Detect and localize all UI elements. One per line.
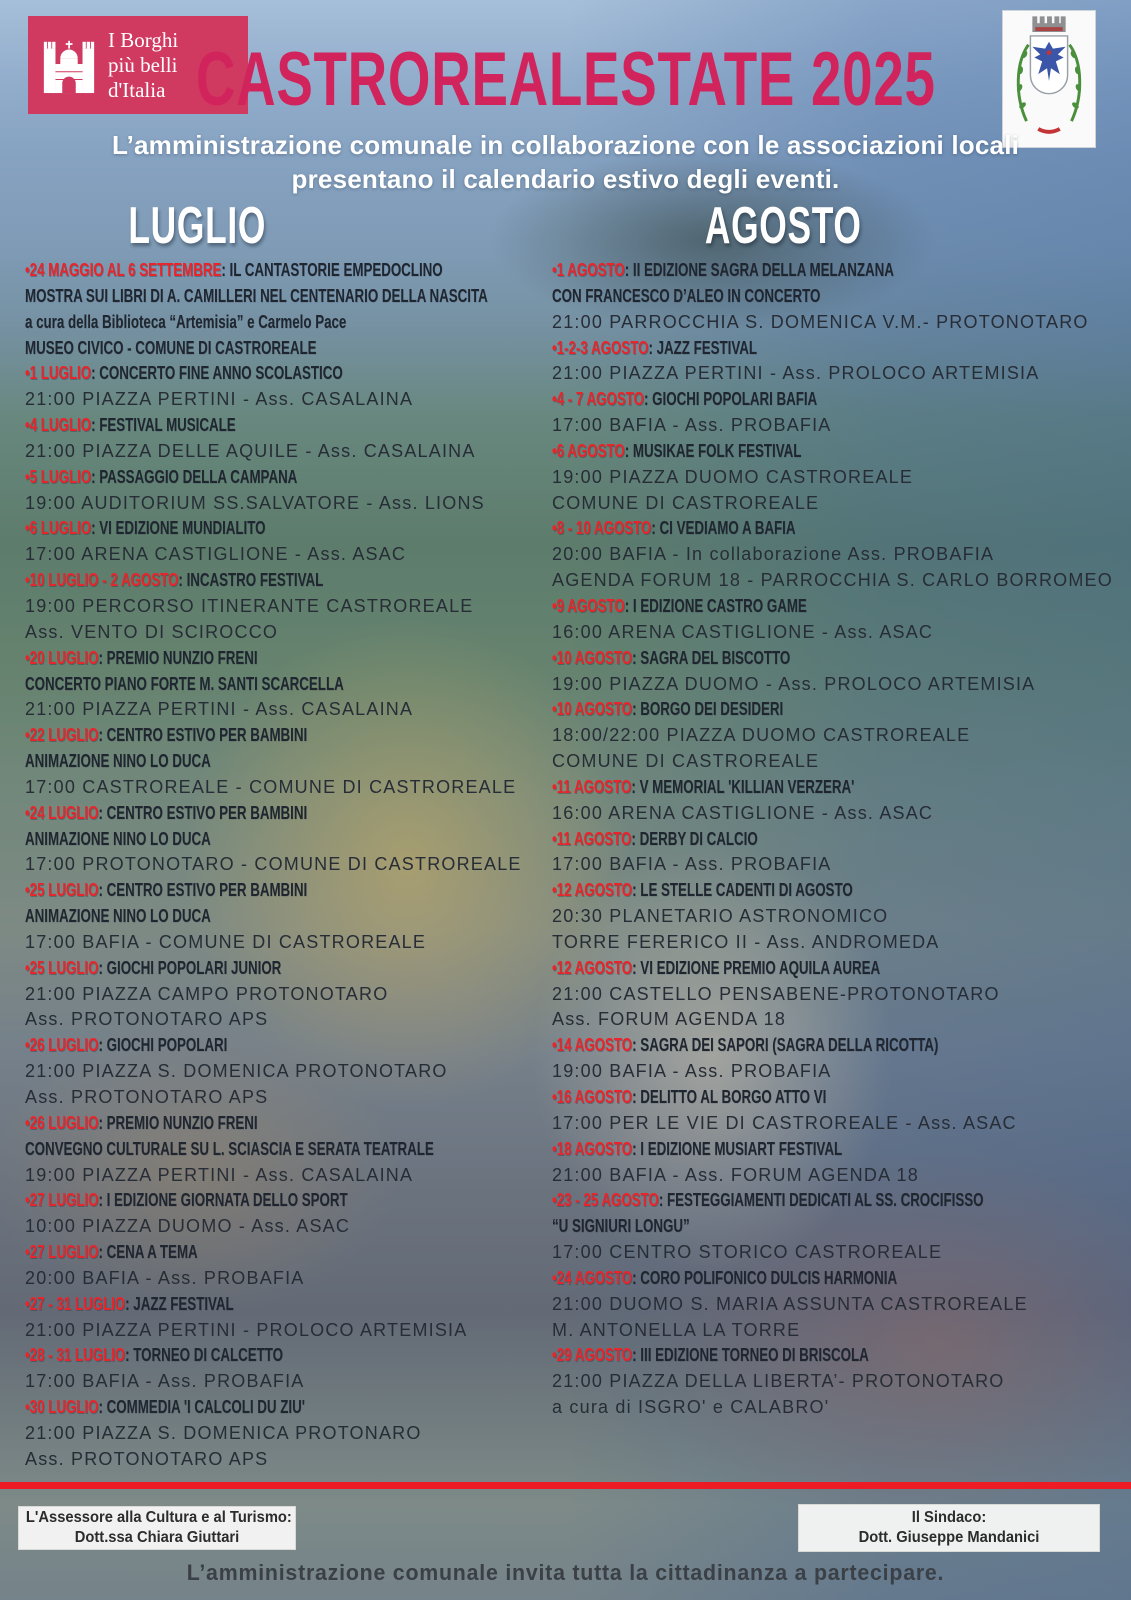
events-column-agosto bbox=[552, 258, 1127, 1421]
event-venue-line: AGENDA FORUM 18 - PARROCCHIA S. CARLO BORROMEO bbox=[552, 570, 1113, 591]
event-date-title-line bbox=[552, 646, 978, 672]
event-venue-line: Ass. PROTONOTARO APS bbox=[25, 1087, 269, 1107]
event-venue-line: 17:00 ARENA CASTIGLIONE - Ass. ASAC bbox=[25, 544, 407, 565]
borghi-logo-line3: d'Italia bbox=[108, 77, 166, 102]
event-date: •11 AGOSTO bbox=[552, 828, 632, 849]
event-venue-line: 17:00 PER LE VIE DI CASTROREALE - Ass. ASAC bbox=[552, 1112, 1017, 1133]
event-date-title-line bbox=[25, 878, 416, 904]
event-date: •4 LUGLIO bbox=[25, 415, 92, 436]
event-title: : SAGRA DEI SAPORI (SAGRA DELLA RICOTTA) bbox=[632, 1035, 939, 1056]
event-title: : IL CANTASTORIE EMPEDOCLINO bbox=[221, 260, 443, 280]
event-title: : DERBY DI CALCIO bbox=[631, 828, 758, 849]
event-title: : FESTIVAL MUSICALE bbox=[91, 415, 236, 436]
event-date: •12 AGOSTO bbox=[552, 880, 633, 901]
event-title: : LE STELLE CADENTI DI AGOSTO bbox=[632, 880, 853, 901]
event-venue-line: 21:00 PIAZZA PERTINI - Ass. CASALAINA bbox=[25, 389, 414, 410]
event-date: •6 LUGLIO bbox=[25, 518, 92, 539]
event-detail-line: ANIMAZIONE NINO LO DUCA bbox=[25, 906, 211, 927]
event-venue-line: 20:00 BAFIA - In collaborazione Ass. PROBAFIA bbox=[552, 544, 995, 565]
event-date-title-line bbox=[25, 1033, 416, 1059]
event-title: : III EDIZIONE TORNEO DI BRISCOLA bbox=[632, 1345, 869, 1366]
event-date: •26 LUGLIO bbox=[25, 1035, 99, 1056]
event-title: : CENTRO ESTIVO PER BAMBINI bbox=[98, 802, 308, 823]
event-title: : FESTEGGIAMENTI DEDICATI AL SS. CROCIFISSO bbox=[658, 1190, 984, 1211]
event-date-title-line bbox=[552, 516, 978, 542]
event-date-title-line bbox=[25, 801, 416, 827]
event-venue-line: 21:00 DUOMO S. MARIA ASSUNTA CASTROREALE bbox=[552, 1293, 1028, 1314]
event-venue-line: 21:00 PIAZZA DELLE AQUILE - Ass. CASALAINA bbox=[25, 440, 476, 461]
event-date: •1-2-3 AGOSTO bbox=[552, 337, 649, 358]
event-venue-line: 19:00 BAFIA - Ass. PROBAFIA bbox=[552, 1061, 832, 1082]
event-venue-line: 19:00 PIAZZA DUOMO CASTROREALE bbox=[552, 466, 914, 487]
event-title: : CONCERTO FINE ANNO SCOLASTICO bbox=[91, 363, 343, 384]
event-title: : JAZZ FESTIVAL bbox=[125, 1293, 234, 1314]
event-venue-line: 16:00 ARENA CASTIGLIONE - Ass. ASAC bbox=[552, 621, 934, 642]
event-date-title-line bbox=[552, 1085, 978, 1111]
event-date: •24 AGOSTO bbox=[552, 1267, 633, 1288]
event-venue-line: 17:00 BAFIA - Ass. PROBAFIA bbox=[552, 854, 832, 875]
event-venue-line: Ass. VENTO DI SCIROCCO bbox=[25, 621, 279, 642]
event-date: •9 AGOSTO bbox=[552, 595, 625, 616]
closing-invitation bbox=[0, 1560, 1131, 1586]
event-date: •18 AGOSTO bbox=[552, 1138, 633, 1159]
event-date: •25 LUGLIO bbox=[25, 880, 99, 901]
event-title: : PREMIO NUNZIO FRENI bbox=[98, 1112, 258, 1133]
event-date-title-line bbox=[552, 258, 978, 284]
event-venue-line: 21:00 PIAZZA S. DOMENICA PROTONARO bbox=[25, 1422, 422, 1443]
events-column-luglio bbox=[25, 258, 553, 1473]
event-venue-line: 20:30 PLANETARIO ASTRONOMICO bbox=[552, 906, 889, 927]
event-venue-line: 19:00 AUDITORIUM SS.SALVATORE - Ass. LIONS bbox=[25, 492, 485, 513]
event-date-title-line bbox=[552, 439, 978, 465]
event-title: : VI EDIZIONE PREMIO AQUILA AUREA bbox=[632, 957, 881, 978]
event-detail-line: CON FRANCESCO D’ALEO IN CONCERTO bbox=[552, 285, 821, 306]
event-title: : JAZZ FESTIVAL bbox=[648, 337, 757, 358]
event-date: •20 LUGLIO bbox=[25, 647, 99, 668]
event-title: : DELITTO AL BORGO ATTO VI bbox=[632, 1087, 827, 1107]
event-venue-line: 20:00 BAFIA - Ass. PROBAFIA bbox=[25, 1267, 305, 1288]
event-title: : GIOCHI POPOLARI bbox=[98, 1035, 228, 1056]
month-title: AGOSTO bbox=[704, 197, 862, 255]
event-date: •24 LUGLIO bbox=[25, 802, 99, 823]
event-date: •5 LUGLIO bbox=[25, 466, 92, 487]
event-date-title-line bbox=[552, 336, 978, 362]
event-title: : PASSAGGIO DELLA CAMPANA bbox=[91, 466, 298, 487]
event-venue-line: Ass. PROTONOTARO APS bbox=[25, 1009, 269, 1030]
poster-subtitle bbox=[0, 128, 1131, 196]
event-date-title-line bbox=[552, 594, 978, 620]
event-title: : I EDIZIONE GIORNATA DELLO SPORT bbox=[98, 1190, 348, 1211]
event-date: •1 AGOSTO bbox=[552, 260, 625, 280]
event-venue-line: 21:00 BAFIA - Ass. FORUM AGENDA 18 bbox=[552, 1164, 919, 1185]
event-date-title-line bbox=[25, 568, 416, 594]
event-venue-line: 16:00 ARENA CASTIGLIONE - Ass. ASAC bbox=[552, 802, 934, 823]
event-date: •30 LUGLIO bbox=[25, 1397, 99, 1418]
event-date-title-line bbox=[552, 1343, 978, 1369]
event-date-title-line bbox=[25, 361, 416, 387]
assessor-name: Dott.ssa Chiara Giuttari bbox=[74, 1529, 240, 1546]
event-date: •1 LUGLIO bbox=[25, 363, 92, 384]
event-date: •11 AGOSTO bbox=[552, 776, 632, 797]
event-date: •14 AGOSTO bbox=[552, 1035, 633, 1056]
event-venue-line: 17:00 BAFIA - COMUNE DI CASTROREALE bbox=[25, 931, 427, 952]
event-venue-line: COMUNE DI CASTROREALE bbox=[552, 492, 820, 513]
event-venue-line: 17:00 PROTONOTARO - COMUNE DI CASTROREALE bbox=[25, 854, 522, 875]
event-title: : I EDIZIONE CASTRO GAME bbox=[624, 595, 807, 616]
event-date-title-line bbox=[25, 1111, 416, 1137]
event-date-title-line bbox=[25, 1240, 416, 1266]
month-header-luglio bbox=[47, 196, 347, 256]
event-date-title-line bbox=[25, 516, 416, 542]
event-title: : GIOCHI POPOLARI BAFIA bbox=[644, 389, 818, 410]
event-title: : GIOCHI POPOLARI JUNIOR bbox=[98, 957, 282, 978]
event-venue-line: 10:00 PIAZZA DUOMO - Ass. ASAC bbox=[25, 1216, 351, 1237]
closing-invitation-text: L’amministrazione comunale invita tutta la cittadinanza a partecipare. bbox=[186, 1560, 945, 1585]
event-detail-line: MOSTRA SUI LIBRI DI A. CAMILLERI NEL CENTENARIO DELLA NASCITA bbox=[25, 285, 488, 306]
event-date-title-line bbox=[552, 1033, 978, 1059]
event-venue-line: 19:00 PIAZZA DUOMO - Ass. PROLOCO ARTEMISIA bbox=[552, 673, 1036, 694]
event-date: •27 - 31 LUGLIO bbox=[25, 1293, 126, 1314]
assessor-title: L'Assessore alla Cultura e al Turismo: bbox=[25, 1509, 292, 1526]
event-date-title-line bbox=[552, 956, 978, 982]
event-title: : MUSIKAE FOLK FESTIVAL bbox=[624, 440, 802, 461]
event-date: •26 LUGLIO bbox=[25, 1112, 99, 1133]
event-venue-line: TORRE FERERICO II - Ass. ANDROMEDA bbox=[552, 931, 940, 952]
event-date-title-line bbox=[552, 827, 978, 853]
event-venue-line: 18:00/22:00 PIAZZA DUOMO CASTROREALE bbox=[552, 725, 971, 746]
event-date: •24 MAGGIO AL 6 SETTEMBRE bbox=[25, 260, 222, 280]
event-date: •23 - 25 AGOSTO bbox=[552, 1190, 659, 1211]
month-header-agosto bbox=[633, 196, 933, 256]
event-date: •10 AGOSTO bbox=[552, 699, 633, 720]
event-date-title-line bbox=[552, 387, 978, 413]
event-date-title-line bbox=[25, 465, 416, 491]
event-date-title-line bbox=[552, 697, 978, 723]
event-date-title-line bbox=[25, 1343, 416, 1369]
event-title: : SAGRA DEL BISCOTTO bbox=[632, 647, 791, 668]
event-title: : BORGO DEI DESIDERI bbox=[632, 699, 784, 720]
event-venue-line: 21:00 PIAZZA CAMPO PROTONOTARO bbox=[25, 983, 389, 1004]
month-title: LUGLIO bbox=[128, 197, 266, 255]
poster-title bbox=[0, 36, 1131, 123]
event-date-title-line bbox=[552, 1137, 978, 1163]
event-title: : I EDIZIONE MUSIART FESTIVAL bbox=[632, 1138, 843, 1159]
event-venue-line: 17:00 BAFIA - Ass. PROBAFIA bbox=[25, 1371, 305, 1392]
event-date-title-line bbox=[25, 723, 416, 749]
event-detail-line: ANIMAZIONE NINO LO DUCA bbox=[25, 828, 211, 849]
event-date: •8 - 10 AGOSTO bbox=[552, 518, 652, 539]
event-venue-line: 17:00 CASTROREALE - COMUNE DI CASTROREALE bbox=[25, 776, 517, 797]
event-venue-line: 21:00 CASTELLO PENSABENE-PROTONOTARO bbox=[552, 983, 1000, 1004]
event-title: : VI EDIZIONE MUNDIALITO bbox=[91, 518, 266, 539]
event-date: •25 LUGLIO bbox=[25, 957, 99, 978]
event-venue-line: 19:00 PIAZZA PERTINI - Ass. CASALAINA bbox=[25, 1164, 414, 1185]
event-detail-line: CONCERTO PIANO FORTE M. SANTI SCARCELLA bbox=[25, 673, 344, 694]
borghi-logo-line1: I Borghi bbox=[108, 27, 179, 52]
event-title: : INCASTRO FESTIVAL bbox=[178, 570, 324, 591]
event-date: •4 - 7 AGOSTO bbox=[552, 389, 645, 410]
event-date-title-line bbox=[25, 413, 416, 439]
event-title: : II EDIZIONE SAGRA DELLA MELANZANA bbox=[624, 260, 894, 280]
event-title: : COMMEDIA 'I CALCOLI DU ZIU' bbox=[98, 1397, 305, 1418]
event-date-title-line bbox=[25, 1395, 416, 1421]
event-title: : TORNEO DI CALCETTO bbox=[125, 1345, 284, 1366]
event-date-title-line bbox=[25, 956, 416, 982]
event-detail-line: “U SIGNIURI LONGU” bbox=[552, 1216, 690, 1237]
red-divider-line bbox=[0, 1482, 1131, 1489]
event-title: : CI VEDIAMO A BAFIA bbox=[651, 518, 796, 539]
event-detail-line: ANIMAZIONE NINO LO DUCA bbox=[25, 751, 211, 772]
poster-title-text: CASTROREALESTATE 2025 bbox=[195, 37, 936, 122]
event-detail-line: CONVEGNO CULTURALE SU L. SCIASCIA E SERATA TEATRALE bbox=[25, 1138, 434, 1159]
event-venue-line: 21:00 PIAZZA PERTINI - PROLOCO ARTEMISIA bbox=[25, 1319, 468, 1340]
event-date: •12 AGOSTO bbox=[552, 957, 633, 978]
subtitle-line2: presentano il calendario estivo degli eventi. bbox=[291, 164, 840, 194]
event-date-title-line bbox=[552, 878, 978, 904]
mayor-name: Dott. Giuseppe Mandanici bbox=[858, 1529, 1040, 1546]
event-title: : CENA A TEMA bbox=[98, 1242, 198, 1263]
event-date: •27 LUGLIO bbox=[25, 1242, 99, 1263]
mayor-title: Il Sindaco: bbox=[911, 1509, 987, 1526]
event-date-title-line bbox=[25, 646, 416, 672]
event-date-title-line bbox=[552, 775, 978, 801]
event-title: : CORO POLIFONICO DULCIS HARMONIA bbox=[632, 1267, 898, 1288]
event-venue-line: a cura di ISGRO' e CALABRO' bbox=[552, 1397, 830, 1418]
event-date: •16 AGOSTO bbox=[552, 1087, 633, 1107]
event-venue-line: COMUNE DI CASTROREALE bbox=[552, 751, 820, 772]
event-venue-line: 21:00 PIAZZA PERTINI - Ass. PROLOCO ARTEMISIA bbox=[552, 363, 1040, 384]
event-venue-line: 21:00 PIAZZA S. DOMENICA PROTONOTARO bbox=[25, 1061, 448, 1082]
event-venue-line: 19:00 PERCORSO ITINERANTE CASTROREALE bbox=[25, 595, 474, 616]
castroreale-crest-icon bbox=[1003, 11, 1095, 147]
subtitle-line1: L’amministrazione comunale in collaborazione con le associazioni locali bbox=[111, 130, 1020, 160]
event-title: : CENTRO ESTIVO PER BAMBINI bbox=[98, 725, 308, 746]
event-date: •29 AGOSTO bbox=[552, 1345, 633, 1366]
event-venue-line: 21:00 PIAZZA DELLA LIBERTA’- PROTONOTARO bbox=[552, 1371, 1005, 1392]
event-date: •10 LUGLIO - 2 AGOSTO bbox=[25, 570, 179, 591]
event-title: : CENTRO ESTIVO PER BAMBINI bbox=[98, 880, 308, 901]
event-venue-line: 21:00 PIAZZA PERTINI - Ass. CASALAINA bbox=[25, 699, 414, 720]
event-date: •6 AGOSTO bbox=[552, 440, 625, 461]
event-title: : PREMIO NUNZIO FRENI bbox=[98, 647, 258, 668]
event-venue-line: 17:00 CENTRO STORICO CASTROREALE bbox=[552, 1242, 943, 1263]
event-date-title-line bbox=[25, 1188, 416, 1214]
event-date-title-line bbox=[552, 1266, 978, 1292]
event-date: •27 LUGLIO bbox=[25, 1190, 99, 1211]
event-detail-line: a cura della Biblioteca “Artemisia” e Carmelo Pace bbox=[25, 311, 347, 332]
mayor-box bbox=[798, 1504, 1100, 1552]
event-venue-line: Ass. FORUM AGENDA 18 bbox=[552, 1009, 787, 1030]
event-title: : V MEMORIAL 'KILLIAN VERZERA' bbox=[631, 776, 855, 797]
event-date: •10 AGOSTO bbox=[552, 647, 633, 668]
event-date-title-line bbox=[25, 1292, 416, 1318]
event-detail-line: MUSEO CIVICO - COMUNE DI CASTROREALE bbox=[25, 337, 317, 358]
event-date: •22 LUGLIO bbox=[25, 725, 99, 746]
assessor-box bbox=[18, 1506, 296, 1550]
event-date-title-line bbox=[552, 1188, 984, 1214]
event-venue-line: Ass. PROTONOTARO APS bbox=[25, 1448, 269, 1469]
event-date-title-line bbox=[25, 258, 443, 284]
event-venue-line: 21:00 PARROCCHIA S. DOMENICA V.M.- PROTONOTARO bbox=[552, 311, 1089, 332]
borghi-logo-line2: più belli bbox=[108, 52, 178, 77]
event-venue-line: M. ANTONELLA LA TORRE bbox=[552, 1319, 801, 1340]
event-date: •28 - 31 LUGLIO bbox=[25, 1345, 126, 1366]
event-venue-line: 17:00 BAFIA - Ass. PROBAFIA bbox=[552, 415, 832, 436]
